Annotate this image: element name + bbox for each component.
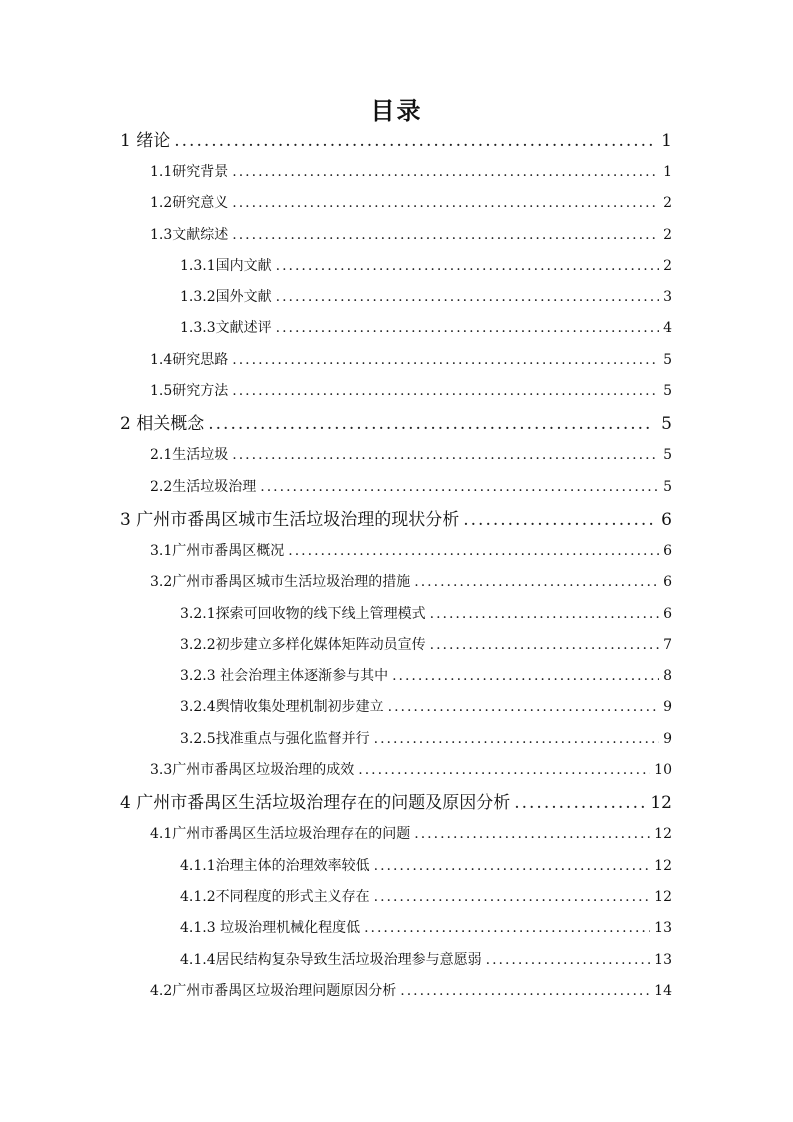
toc-leader-dots [208, 409, 654, 440]
toc-entry-page-number: 6 [661, 509, 672, 530]
toc-entry[interactable] [0, 157, 793, 188]
toc-title: 目录 [370, 97, 423, 125]
toc-leader-dots [374, 724, 659, 755]
toc-entry-label: 3.1广州市番禺区概况 [150, 542, 285, 559]
toc-entry-page-number: 4 [663, 320, 672, 337]
toc-entry[interactable] [0, 882, 793, 913]
toc-entry-label: 4.1.1治理主体的治理效率较低 [180, 857, 370, 874]
toc-entry-page-number: 12 [654, 857, 672, 874]
toc-entry[interactable] [0, 536, 793, 567]
toc-entry-page-number: 12 [650, 793, 672, 814]
toc-entry[interactable] [0, 945, 793, 976]
toc-entry[interactable] [0, 599, 793, 630]
toc-leader-dots [388, 692, 659, 723]
toc-entry[interactable] [0, 376, 793, 407]
toc-entry-label: 1.3.3文献述评 [180, 320, 272, 337]
toc-leader-dots [430, 630, 659, 661]
toc-leader-dots [463, 505, 654, 536]
toc-entry-label: 2 相关概念 [120, 414, 205, 435]
toc-entry-label: 4.1.3 垃圾治理机械化程度低 [180, 920, 361, 937]
toc-entry[interactable] [0, 345, 793, 376]
toc-entry-page-number: 8 [663, 668, 672, 685]
toc-leader-dots [364, 913, 650, 944]
toc-leader-dots [232, 376, 659, 407]
toc-entry-label: 4.1.4居民结构复杂导致生活垃圾治理参与意愿弱 [180, 951, 482, 968]
toc-leader-dots [276, 282, 659, 313]
toc-leader-dots [514, 788, 646, 819]
toc-leader-dots [374, 882, 651, 913]
toc-entry[interactable] [0, 282, 793, 313]
toc-entry-label: 4 广州市番禺区生活垃圾治理存在的问题及原因分析 [120, 793, 511, 814]
toc-entry-page-number: 6 [663, 542, 672, 559]
toc-entry-page-number: 5 [663, 478, 672, 495]
toc-entry[interactable] [0, 472, 793, 503]
toc-leader-dots [400, 976, 650, 1007]
toc-entry-page-number: 5 [663, 447, 672, 464]
toc-entry-label: 3.2.4舆情收集处理机制初步建立 [180, 699, 384, 716]
toc-entry-label: 3.2.2初步建立多样化媒体矩阵动员宣传 [180, 636, 426, 653]
toc-entry-label: 3.2广州市番禺区城市生活垃圾治理的措施 [150, 574, 411, 591]
toc-entry-label: 3.3广州市番禺区垃圾治理的成效 [150, 762, 355, 779]
toc-entry[interactable] [0, 851, 793, 882]
toc-leader-dots [232, 440, 659, 471]
toc-entry-page-number: 7 [663, 636, 672, 653]
toc-entry[interactable] [0, 755, 793, 786]
toc-entry[interactable] [0, 126, 793, 157]
toc-entry-label: 1.1研究背景 [150, 164, 229, 180]
toc-entry-page-number: 13 [654, 920, 672, 937]
toc-entry-page-number: 5 [661, 414, 672, 435]
toc-entry-page-number: 6 [663, 574, 672, 591]
toc-entry[interactable] [0, 409, 793, 440]
toc-entry-page-number: 5 [663, 351, 672, 368]
toc-leader-dots [260, 472, 659, 503]
toc-entry-label: 4.2广州市番禺区垃圾治理问题原因分析 [150, 982, 397, 999]
toc-entry-page-number: 12 [654, 826, 672, 843]
toc-entry[interactable] [0, 976, 793, 1007]
toc-entry-page-number: 13 [654, 951, 672, 968]
toc-entry-page-number: 12 [654, 888, 672, 905]
toc-entry[interactable] [0, 220, 793, 251]
toc-leader-dots [414, 567, 659, 598]
toc-leader-dots [486, 945, 651, 976]
toc-leader-dots [232, 345, 659, 376]
toc-entry-page-number: 14 [654, 982, 672, 999]
toc-leader-dots [392, 661, 659, 692]
toc-entry[interactable] [0, 724, 793, 755]
toc-entry-label: 1.2研究意义 [150, 195, 229, 212]
toc-entry[interactable] [0, 819, 793, 850]
toc-leader-dots [288, 536, 659, 567]
toc-entry[interactable] [0, 505, 793, 536]
toc-entry-label: 1.3文献综述 [150, 226, 229, 243]
toc-entry-page-number: 5 [663, 383, 672, 400]
toc-entry[interactable] [0, 440, 793, 471]
toc-entry-page-number: 1 [661, 131, 672, 151]
toc-entry[interactable] [0, 567, 793, 598]
toc-entry-label: 1.4研究思路 [150, 351, 229, 368]
toc-entry[interactable] [0, 313, 793, 344]
toc-entry-label: 3 广州市番禺区城市生活垃圾治理的现状分析 [120, 509, 460, 530]
toc-leader-dots [232, 157, 659, 188]
toc-entry-page-number: 9 [663, 699, 672, 716]
toc-entry-page-number: 10 [654, 762, 672, 779]
toc-leader-dots [358, 755, 650, 786]
toc-entry-label: 3.2.3 社会治理主体逐渐参与其中 [180, 668, 389, 685]
toc-entry-label: 2.2生活垃圾治理 [150, 478, 257, 495]
toc-entry-page-number: 3 [663, 289, 672, 306]
toc-list [0, 124, 793, 1007]
toc-entry-label: 1.5研究方法 [150, 383, 229, 400]
toc-entry-page-number: 2 [663, 195, 672, 212]
toc-entry[interactable] [0, 692, 793, 723]
toc-entry[interactable] [0, 913, 793, 944]
toc-entry[interactable] [0, 788, 793, 819]
toc-entry-page-number: 6 [663, 605, 672, 622]
toc-entry-label: 3.2.5找准重点与强化监督并行 [180, 730, 370, 747]
toc-entry-label: 4.1.2不同程度的形式主义存在 [180, 888, 370, 905]
toc-entry-page-number: 9 [663, 730, 672, 747]
toc-entry-label: 1 绪论 [120, 131, 171, 151]
toc-leader-dots [374, 851, 651, 882]
toc-entry[interactable] [0, 188, 793, 219]
toc-leader-dots [232, 220, 659, 251]
toc-leader-dots [174, 126, 654, 157]
toc-entry-label: 1.3.1国内文献 [180, 257, 272, 274]
toc-leader-dots [414, 819, 650, 850]
toc-entry-page-number: 1 [663, 164, 672, 180]
toc-leader-dots [232, 188, 659, 219]
toc-entry-label: 3.2.1探索可回收物的线下线上管理模式 [180, 605, 426, 622]
toc-entry-label: 1.3.2国外文献 [180, 289, 272, 306]
toc-entry[interactable] [0, 630, 793, 661]
toc-entry-page-number: 2 [663, 257, 672, 274]
toc-entry[interactable] [0, 251, 793, 282]
toc-leader-dots [276, 251, 659, 282]
toc-leader-dots [276, 313, 659, 344]
toc-entry[interactable] [0, 661, 793, 692]
toc-entry-page-number: 2 [663, 226, 672, 243]
toc-entry-label: 4.1广州市番禺区生活垃圾治理存在的问题 [150, 826, 411, 843]
toc-leader-dots [430, 599, 659, 630]
toc-entry-label: 2.1生活垃圾 [150, 447, 229, 464]
